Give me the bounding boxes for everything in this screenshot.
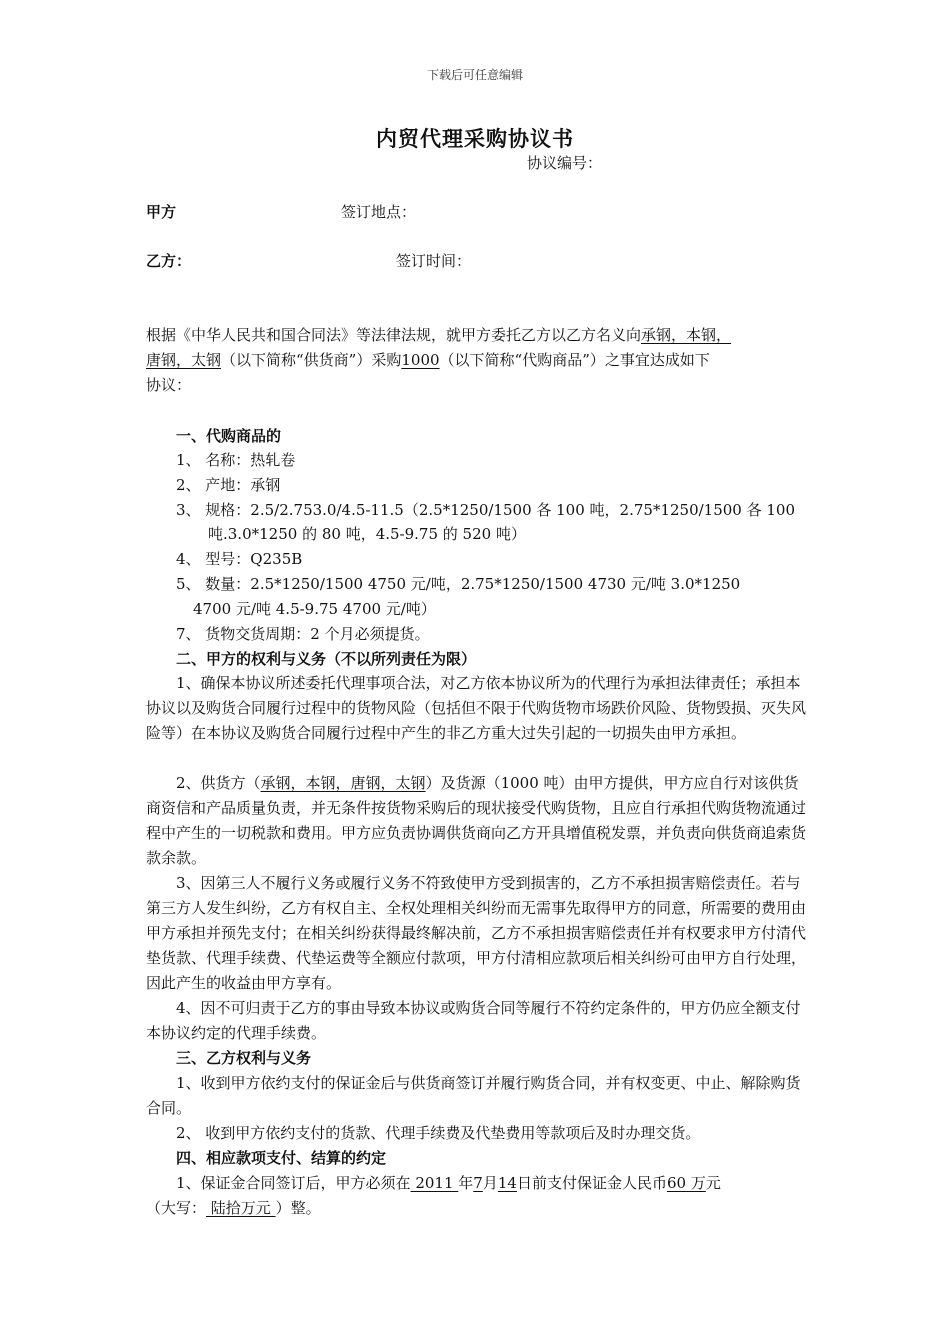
s1-item-4: 4、 型号：Q235B [176,550,303,568]
sign-place-label: 签订地点： [341,203,417,221]
section-4-heading: 四、相应款项支付、结算的约定 [176,1149,387,1167]
header-note: 下载后可任意编辑 [426,68,523,82]
s4-text-f: （大写： [146,1199,207,1217]
section-2-heading: 二、甲方的权利与义务（不以所列责任为限） [176,650,477,668]
sign-time-label: 签订时间： [396,252,472,270]
s4-para-1 [176,1171,721,1196]
suppliers-underlined: 承钢，本钢， [641,326,732,344]
s2-para-1: 1、确保本协议所述委托代理事项合法，对乙方依本协议所为的代理行为承担法律责任；承担本协议以及购货合同履行过程中的货物风险（包括但不限于代购货物市场跌价风险、货物毁损、灭失风险等）在本协议及购货合同履行过程中产生的非乙方重大过失引起的一切损失由甲方承担。 [146,674,807,742]
intro-line-1 [146,323,731,348]
s2-p2-text-a: 2、供货方（ [176,774,261,792]
s4-month: 7 [473,1174,483,1192]
intro-text-3: （以下简称“代购商品”）之事宜达成如下 [439,351,710,369]
s1-item-3: 3、 规格：2.5/2.753.0/4.5-11.5（2.5*1250/1500 各 100 吨，2.75*1250/1500 各 100 [176,501,796,519]
s1-item-5-cont: 4700 元/吨 4.5-9.75 4700 元/吨） [193,600,436,618]
s1-item-2: 2、 产地：承钢 [176,476,281,494]
s4-amount: 60 万 [666,1174,706,1192]
intro-text-2: （以下简称“供货商”）采购 [221,351,402,369]
s3-para-2: 2、 收到甲方依约支付的货款、代理手续费及代垫费用等款项后及时办理交货。 [176,1124,701,1142]
intro-line-3: 协议： [146,376,192,394]
party-a-label: 甲方 [146,203,177,221]
s2-para-3: 3、因第三人不履行义务或履行义务不符致使甲方受到损害的，乙方不承担损害赔偿责任。若与第三方人发生纠纷，乙方有权自主、全权处理相关纠纷而无需事先取得甲方的同意，所需要的费用由甲方承担并预先支付；在相关纠纷获得最终解决前，乙方不承担损害赔偿责任并有权要求甲方付清代垫货款、代理手续费、代垫运费等全额应付款项，甲方付清相应款项后相关纠纷可由甲方自行处理，因此产生的收益由甲方享有。 [146,874,807,992]
suppliers-underlined-2: 唐钢，太钢 [146,351,222,369]
intro-line-2 [146,348,710,373]
s4-para-1-cont [146,1196,321,1221]
quantity-underlined: 1000 [401,351,440,369]
s4-text-c: 月 [482,1174,498,1192]
s1-item-7: 7、 货物交货周期：2 个月必须提货。 [176,625,430,643]
s4-text-b: 年 [458,1174,474,1192]
s4-text-e: 元 [705,1174,721,1192]
s2-suppliers-underlined: 承钢，本钢，唐钢，太钢 [260,774,426,792]
s4-text-a: 1、保证金合同签订后，甲方必须在 [176,1174,411,1192]
s1-item-5: 5、 数量：2.5*1250/1500 4750 元/吨，2.75*1250/1500 4730 元/吨 3.0*1250 [176,575,741,593]
s4-text-g: ）整。 [275,1199,321,1217]
intro-text: 根据《中华人民共和国合同法》等法律法规，就甲方委托乙方以乙方名义向 [146,326,642,344]
s3-para-1: 1、收到甲方依约支付的保证金后与供货商签订并履行购货合同，并有权变更、中止、解除购货合同。 [146,1074,801,1117]
s2-para-4: 4、因不可归责于乙方的事由导致本协议或购货合同等履行不符约定条件的，甲方仍应全额支付本协议约定的代理手续费。 [146,999,801,1042]
s1-item-1: 1、 名称：热轧卷 [176,451,296,469]
page-title: 内贸代理采购协议书 [376,127,574,151]
s1-item-3-cont: 吨.3.0*1250 的 80 吨，4.5-9.75 的 520 吨） [208,525,526,543]
section-1-heading: 一、代购商品的 [176,427,282,445]
agreement-no-label: 协议编号： [527,154,603,172]
s4-text-d: 日前支付保证金人民币 [516,1174,667,1192]
section-3-heading: 三、乙方权利与义务 [176,1049,312,1067]
s4-year: 2011 [410,1174,459,1192]
s2-para-2 [146,771,806,871]
s4-amount-words: 陆拾万元 [206,1199,276,1217]
s4-day: 14 [497,1174,517,1192]
party-b-label: 乙方： [146,252,192,270]
s2-p2-text-b: ）及货源（1000 吨）由甲方提供，甲方应自行对该供货商资信和产品质量负责，并无条件按货物采购后的现状接受代购货物，且应自行承担代购货物流通过程中产生的一切税款和费用。甲方应负责协调供货商向乙方开具增值税发票，并负责向供货商追索货款余款。 [146,774,807,867]
